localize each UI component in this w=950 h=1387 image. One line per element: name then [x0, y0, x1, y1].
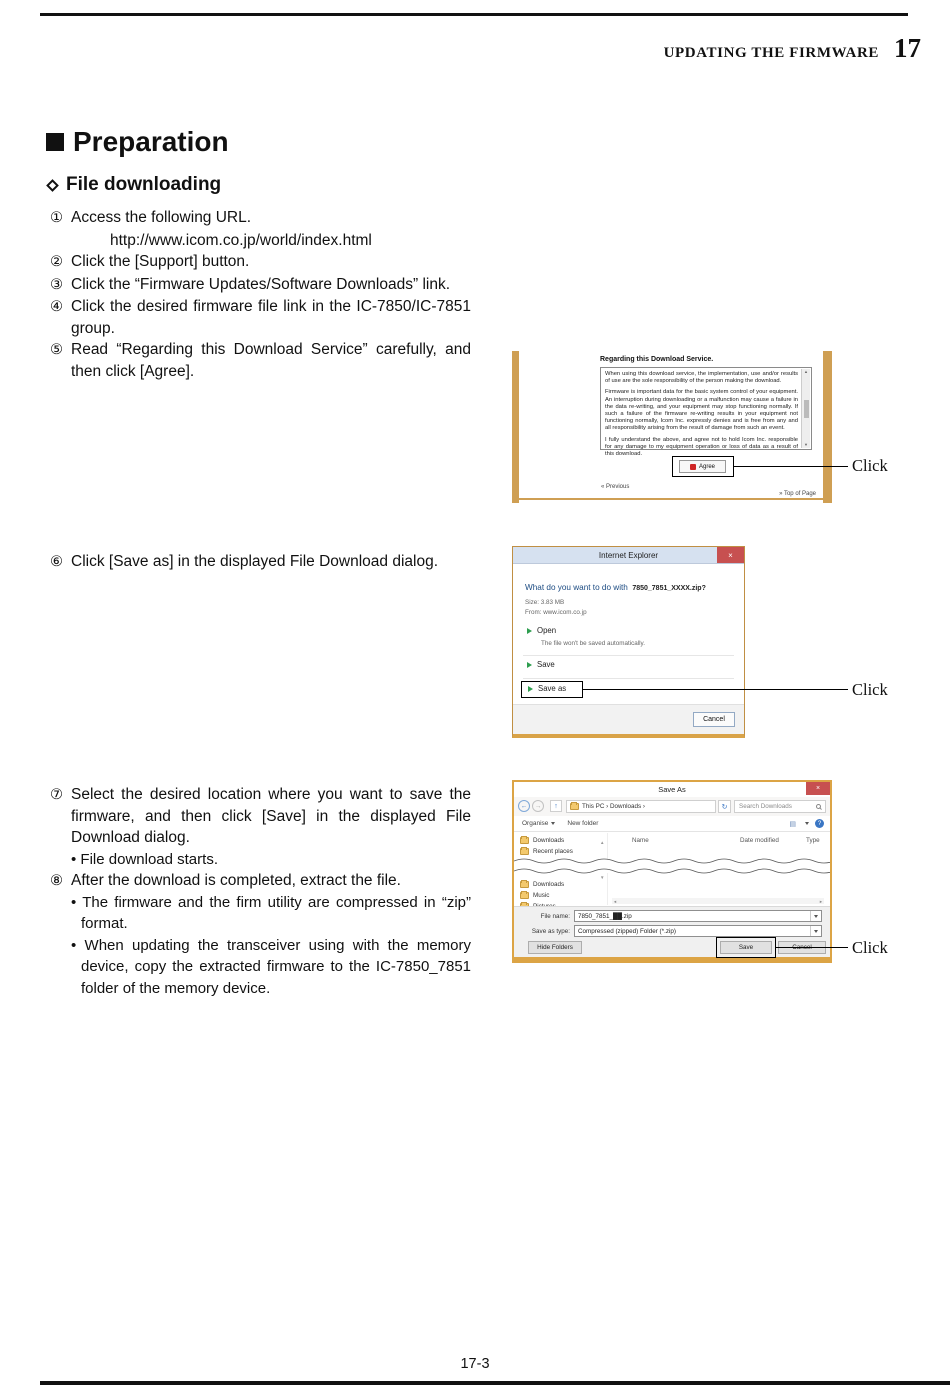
option-separator [523, 678, 734, 679]
ie-titlebar [513, 547, 744, 564]
step-2 [50, 251, 471, 274]
help-icon[interactable]: ? [815, 819, 824, 828]
terms-paragraph: I fully understand the above, and agree not to hold Icom Inc. responsible for any damage to my equipment operation or loss of data as a result of this download. [605, 436, 798, 458]
folder-icon [520, 837, 529, 844]
step-5 [50, 339, 471, 382]
chevron-down-icon [814, 930, 818, 933]
screenshot-ie-dialog [512, 546, 745, 738]
sidebar-item-music[interactable] [520, 892, 549, 899]
option-separator [523, 655, 734, 656]
search-icon [816, 804, 821, 809]
subsection-title: File downloading [66, 174, 222, 195]
ie-question [525, 577, 706, 595]
click-label-save-as: Click [852, 680, 888, 699]
screenshot-download-service [512, 351, 832, 503]
sidebar-item-label: Music [533, 892, 550, 899]
page-margin-strip [512, 351, 519, 503]
refresh-icon[interactable]: ↻ [718, 800, 731, 813]
terms-paragraph: When using this download service, the implementation, use and/or results of use are the sole responsibility of the person making the download. [605, 371, 798, 385]
sidebar-item-label: Recent places [533, 848, 573, 855]
sidebar-item-recent-places[interactable] [520, 848, 573, 855]
sidebar-item-label: Downloads [533, 881, 565, 888]
step-1-text: Access the following URL. [71, 209, 252, 226]
save-as-type-select[interactable] [574, 925, 822, 937]
chevron-down-icon[interactable] [805, 822, 809, 825]
bottom-rule [40, 1381, 950, 1385]
page-footer-rule [519, 498, 823, 500]
command-bar [514, 816, 830, 832]
list-view-icon[interactable]: ▤ [789, 820, 796, 828]
click-label-agree: Click [852, 456, 888, 475]
page-tear [514, 856, 830, 876]
step-7 [50, 784, 471, 870]
save-option[interactable] [527, 660, 555, 669]
step-8-bullet-2: • When updating the transceiver using with the memory device, copy the extracted firmware to the IC-7850_7851 folder of the memory device. [71, 936, 471, 997]
steps-block-1 [50, 207, 471, 382]
step-1-url: http://www.icom.co.jp/world/index.html [110, 231, 372, 249]
scroll-left-icon[interactable]: ◄ [613, 898, 617, 904]
scroll-up-icon[interactable]: ▲ [804, 369, 808, 374]
step-7-bullet-1: • File download starts. [71, 850, 218, 868]
dropdown-icon[interactable] [810, 911, 821, 921]
new-folder-button[interactable]: New folder [567, 820, 599, 827]
open-option[interactable] [527, 626, 556, 635]
close-icon[interactable]: × [717, 547, 744, 563]
top-rule [40, 13, 908, 16]
dropdown-icon[interactable] [810, 926, 821, 936]
ie-dialog-title: Internet Explorer [598, 550, 659, 560]
hide-folders-button[interactable]: Hide Folders [528, 941, 582, 954]
scroll-down-icon[interactable]: ▼ [804, 442, 808, 447]
save-as-option-label: Save as [538, 684, 567, 693]
step-6 [50, 551, 471, 574]
sidebar-item-downloads[interactable] [520, 837, 564, 844]
step-3 [50, 274, 471, 297]
ie-dialog-footer [513, 704, 744, 734]
callout-box-save-as [521, 681, 583, 698]
step-1 [50, 207, 471, 230]
step-6-number: ⑥ [50, 554, 63, 570]
column-header-date-modified[interactable]: Date modified [740, 837, 779, 844]
callout-line-save [776, 947, 848, 948]
breadcrumb[interactable] [566, 800, 716, 813]
top-of-page-link[interactable]: » Top of Page [779, 491, 816, 497]
step-4 [50, 296, 471, 339]
open-option-description: The file won't be saved automatically. [541, 640, 645, 647]
search-placeholder: Search Downloads [739, 803, 792, 810]
agree-page-heading: Regarding this Download Service. [600, 356, 714, 363]
save-as-type-label: Save as type: [531, 928, 570, 935]
ie-question-filename: 7850_7851_XXXX.zip? [632, 585, 706, 592]
section-square-icon [46, 133, 64, 151]
page-header [664, 33, 921, 64]
step-5-text: Read “Regarding this Download Service” carefully, and then click [Agree]. [71, 341, 471, 380]
section-title: Preparation [73, 126, 229, 157]
save-as-titlebar [514, 782, 830, 797]
chevron-down-icon [551, 822, 555, 825]
header-title: UPDATING THE FIRMWARE [663, 45, 879, 61]
step-1-number: ① [50, 210, 63, 226]
file-name-input[interactable] [574, 910, 822, 922]
step-8 [50, 870, 471, 999]
steps-block-3 [50, 784, 471, 999]
callout-line-agree [734, 466, 848, 467]
folder-icon [520, 848, 529, 855]
step-3-number: ③ [50, 276, 63, 293]
steps-block-2 [50, 551, 471, 574]
column-header-name[interactable]: Name [632, 837, 649, 844]
view-controls [789, 819, 824, 828]
open-arrow-icon [527, 628, 532, 634]
subsection-heading [48, 174, 221, 196]
step-3-text: Click the “Firmware Updates/Software Downloads” link. [71, 275, 451, 293]
scroll-right-icon[interactable]: ► [819, 898, 823, 904]
column-header-type[interactable]: Type [806, 837, 820, 844]
step-6-text: Click [Save as] in the displayed File Download dialog. [71, 553, 439, 570]
step-8-bullet-1: • The firmware and the firm utility are compressed in “zip” format. [71, 893, 471, 932]
scroll-down-icon[interactable]: ▼ [600, 875, 605, 880]
save-as-title: Save As [658, 785, 686, 794]
page-number: 17-3 [460, 1356, 490, 1372]
chevron-down-icon [814, 915, 818, 918]
step-2-number: ② [50, 254, 63, 270]
forward-icon[interactable]: → [532, 800, 544, 812]
file-name-value: 7850_7851_██.zip [578, 912, 632, 920]
step-7-text: Select the desired location where you want to save the firmware, and then click [Save] in the displayed File Download dialog. [71, 786, 471, 846]
step-8-number: ⑧ [50, 873, 63, 889]
ie-file-size: Size: 3.83 MB [525, 599, 565, 606]
step-4-text: Click the desired firmware file link in the IC-7850/IC-7851 group. [71, 298, 471, 337]
search-input[interactable] [734, 800, 826, 813]
step-5-number: ⑤ [50, 342, 63, 358]
step-8-text: After the download is completed, extract the file. [71, 872, 401, 889]
breadcrumb-path: This PC › Downloads › [582, 803, 645, 810]
chapter-number: 17 [894, 33, 921, 63]
save-arrow-icon [527, 662, 532, 668]
callout-line-save-as [583, 689, 848, 690]
terms-paragraph: Firmware is important data for the basic system control of your equipment. An interruption during downloading or a malfunction may cause a failure in the data re-writing, and your equipment may stop functioning normally. If such a failure of the firmware re-writing results in your equipment not functioning normally, Icom Inc. expressly denies and is free from any and all responsibility arising from the result of damage from such an event. [605, 389, 798, 432]
navigation-bar [514, 797, 830, 816]
folder-icon [520, 892, 529, 899]
organise-label: Organise [522, 820, 549, 827]
cancel-button[interactable]: Cancel [693, 712, 735, 727]
sidebar-item-downloads-2[interactable] [520, 881, 564, 888]
scrollbar-thumb[interactable] [804, 400, 809, 418]
folder-icon [570, 803, 579, 810]
close-icon[interactable]: × [806, 782, 830, 795]
step-2-text: Click the [Support] button. [71, 253, 250, 270]
save-option-label: Save [537, 660, 555, 669]
sidebar-item-label: Downloads [533, 837, 565, 844]
open-option-label: Open [537, 626, 557, 635]
save-button[interactable]: Save [720, 941, 772, 954]
previous-link[interactable]: « Previous [601, 484, 630, 490]
screenshot-save-as-dialog [512, 780, 832, 963]
cancel-button[interactable]: Cancel [778, 941, 826, 954]
page-margin-strip [823, 351, 832, 503]
step-7-number: ⑦ [50, 787, 63, 803]
agree-button-label: Agree [698, 463, 715, 470]
callout-box-save [716, 937, 776, 958]
back-icon[interactable]: ← [518, 800, 530, 812]
up-icon[interactable]: ↑ [550, 800, 562, 812]
folder-icon [520, 881, 529, 888]
callout-box-agree [672, 456, 734, 477]
diamond-icon [46, 179, 59, 192]
organise-menu[interactable] [522, 820, 555, 827]
terms-scrollbar[interactable] [801, 369, 810, 448]
ie-file-source: From: www.icom.co.jp [525, 609, 587, 616]
ie-question-text: What do you want to do with [525, 583, 628, 592]
terms-text-box [600, 367, 812, 458]
step-4-number: ④ [50, 299, 63, 315]
section-heading [46, 126, 229, 158]
horizontal-scrollbar[interactable] [612, 898, 824, 904]
scroll-up-icon[interactable]: ▲ [600, 840, 605, 845]
click-label-save: Click [852, 938, 888, 957]
file-name-label: File name: [540, 913, 570, 920]
save-as-type-value: Compressed (zipped) Folder (*.zip) [578, 927, 676, 935]
